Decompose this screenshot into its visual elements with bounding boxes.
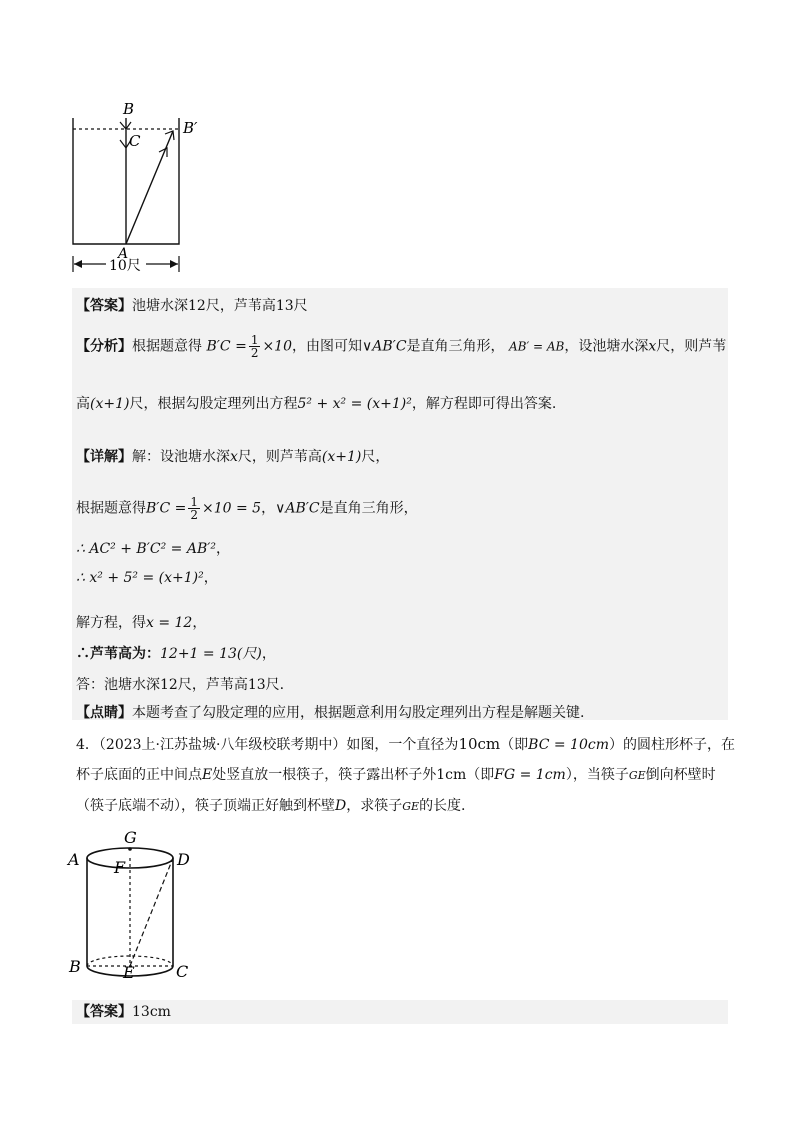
math-expr: E: [202, 767, 213, 783]
analysis-text: 根据题意得: [132, 338, 202, 355]
label-A: A: [118, 246, 129, 262]
analysis-text: ，设池塘水深: [564, 338, 649, 355]
math-expr: ∨AB′C: [275, 500, 320, 517]
math-expr: 10cm: [458, 735, 501, 753]
detail-text: 根据题意得: [76, 500, 146, 517]
math-expr: ∴ x² + 5² = (x+1)²: [76, 570, 204, 586]
math-expr: 5² + x² = (x+1)²: [297, 396, 412, 412]
analysis-text: 尺，根据勾股定理列出方程: [129, 396, 298, 412]
analysis-line-1: [76, 334, 726, 359]
detail-text: 尺，则芦苇高: [237, 449, 322, 465]
detail-line-4: [76, 568, 218, 588]
analysis-text: ，解方程即可得出答案.: [411, 396, 557, 412]
question-text: ，求筷子: [346, 798, 403, 814]
question-text: 倒向杯壁时: [645, 767, 716, 783]
math-expr: GE: [402, 800, 420, 813]
detail-line-7: [76, 675, 284, 695]
comment-line: [76, 703, 584, 723]
math-expr: ∴ AC² + B′C² = AB′²: [76, 541, 217, 557]
math-expr: GE: [628, 769, 646, 782]
detail-line-6: [76, 644, 276, 664]
question-line-1: [76, 734, 735, 755]
math-expr: 1cm: [436, 767, 467, 783]
math-expr: x = 12: [146, 615, 193, 631]
math-expr: B′C =: [206, 338, 247, 355]
fraction: $\frac{1}{2}$: [190, 495, 198, 522]
detail-tag: 【详解】: [76, 449, 132, 465]
analysis-tag: 【分析】: [76, 338, 132, 355]
math-expr: B′C =: [146, 500, 187, 517]
label-E: E: [123, 963, 135, 982]
math-expr: AB′ = AB: [509, 339, 565, 354]
math-expr: 12+1 = 13(尺): [160, 646, 262, 662]
question-text: 处竖直放一根筷子，筷子露出杯子外: [212, 767, 437, 783]
label-D: D: [177, 850, 190, 869]
question-text: ），当筷子: [565, 767, 629, 783]
label-B: B: [69, 957, 81, 976]
detail-line-3: [76, 539, 230, 559]
detail-text: ，: [261, 500, 276, 517]
answer-text: 池塘水深12尺，芦苇高13尺: [132, 298, 308, 314]
math-expr: D: [335, 798, 347, 814]
detail-text: ，: [192, 615, 207, 631]
analysis-text: ，由图可知: [292, 338, 362, 355]
math-expr: ∨AB′C: [362, 338, 407, 355]
analysis-line-2: [76, 394, 556, 414]
analysis-text: 高: [76, 396, 90, 412]
detail-text: 是直角三角形，: [319, 500, 418, 517]
fraction: $\frac{1}{2}$: [250, 333, 259, 360]
comment-text: 本题考查了勾股定理的应用，根据题意利用勾股定理列出方程是解题关键.: [132, 705, 585, 721]
math-expr: FG = 1cm: [494, 767, 566, 783]
label-F: F: [114, 858, 126, 877]
detail-text: ，: [216, 541, 231, 557]
answer4-line: [76, 1002, 171, 1022]
dimension-label: 10尺: [109, 258, 141, 274]
math-expr: (x+1): [90, 396, 130, 412]
math-expr: ×10: [262, 338, 292, 355]
label-A: A: [68, 850, 80, 869]
detail-text: 答：池塘水深12尺，芦苇高13尺.: [76, 677, 285, 693]
answer4-tag: 【答案】: [76, 1004, 132, 1020]
question-text: （即: [466, 767, 495, 783]
math-expr: BC = 10cm: [528, 737, 609, 753]
detail-line-1: [76, 447, 389, 467]
question-line-2: [76, 765, 716, 786]
math-expr: x: [230, 449, 238, 465]
math-expr: (x+1): [321, 449, 362, 465]
question-line-3: [76, 796, 466, 817]
question-text: （即: [500, 737, 529, 753]
comment-tag: 【点睛】: [76, 705, 132, 721]
analysis-text: 是直角三角形，: [406, 338, 505, 355]
detail-text: 解方程，得: [76, 615, 146, 631]
pond-reed-figure: [60, 96, 240, 286]
question-text: 杯子底面的正中间点: [76, 767, 202, 783]
question-text: 4．（2023上·江苏盐城·八年级校联考期中）如图，一个直径为: [76, 737, 459, 753]
label-C: C: [129, 132, 141, 150]
detail-text: 尺，: [361, 449, 390, 465]
math-expr: x: [648, 338, 657, 355]
detail-text: 解：设池塘水深: [132, 449, 230, 465]
cylinder-cup-figure: [66, 820, 206, 990]
detail-text: ∴芦苇高为：: [76, 646, 160, 662]
question-text: （筷子底端不动），筷子顶端正好触到杯壁: [76, 798, 335, 814]
label-B: B: [123, 100, 135, 118]
detail-line-5: [76, 613, 206, 633]
detail-text: ，: [261, 646, 276, 662]
label-G: G: [124, 828, 137, 847]
answer4-text: 13cm: [132, 1004, 171, 1020]
question-text: 的长度.: [419, 798, 466, 814]
detail-line-2: [76, 496, 418, 521]
analysis-text: 尺，则芦苇: [656, 338, 727, 355]
math-expr: ×10 = 5: [202, 500, 262, 517]
label-B-prime: B′: [183, 119, 198, 137]
answer-line: [76, 296, 308, 316]
detail-text: ，: [203, 570, 218, 586]
answer-tag: 【答案】: [76, 298, 132, 314]
label-C: C: [176, 962, 189, 981]
question-text: ）的圆柱形杯子，在: [608, 737, 735, 753]
